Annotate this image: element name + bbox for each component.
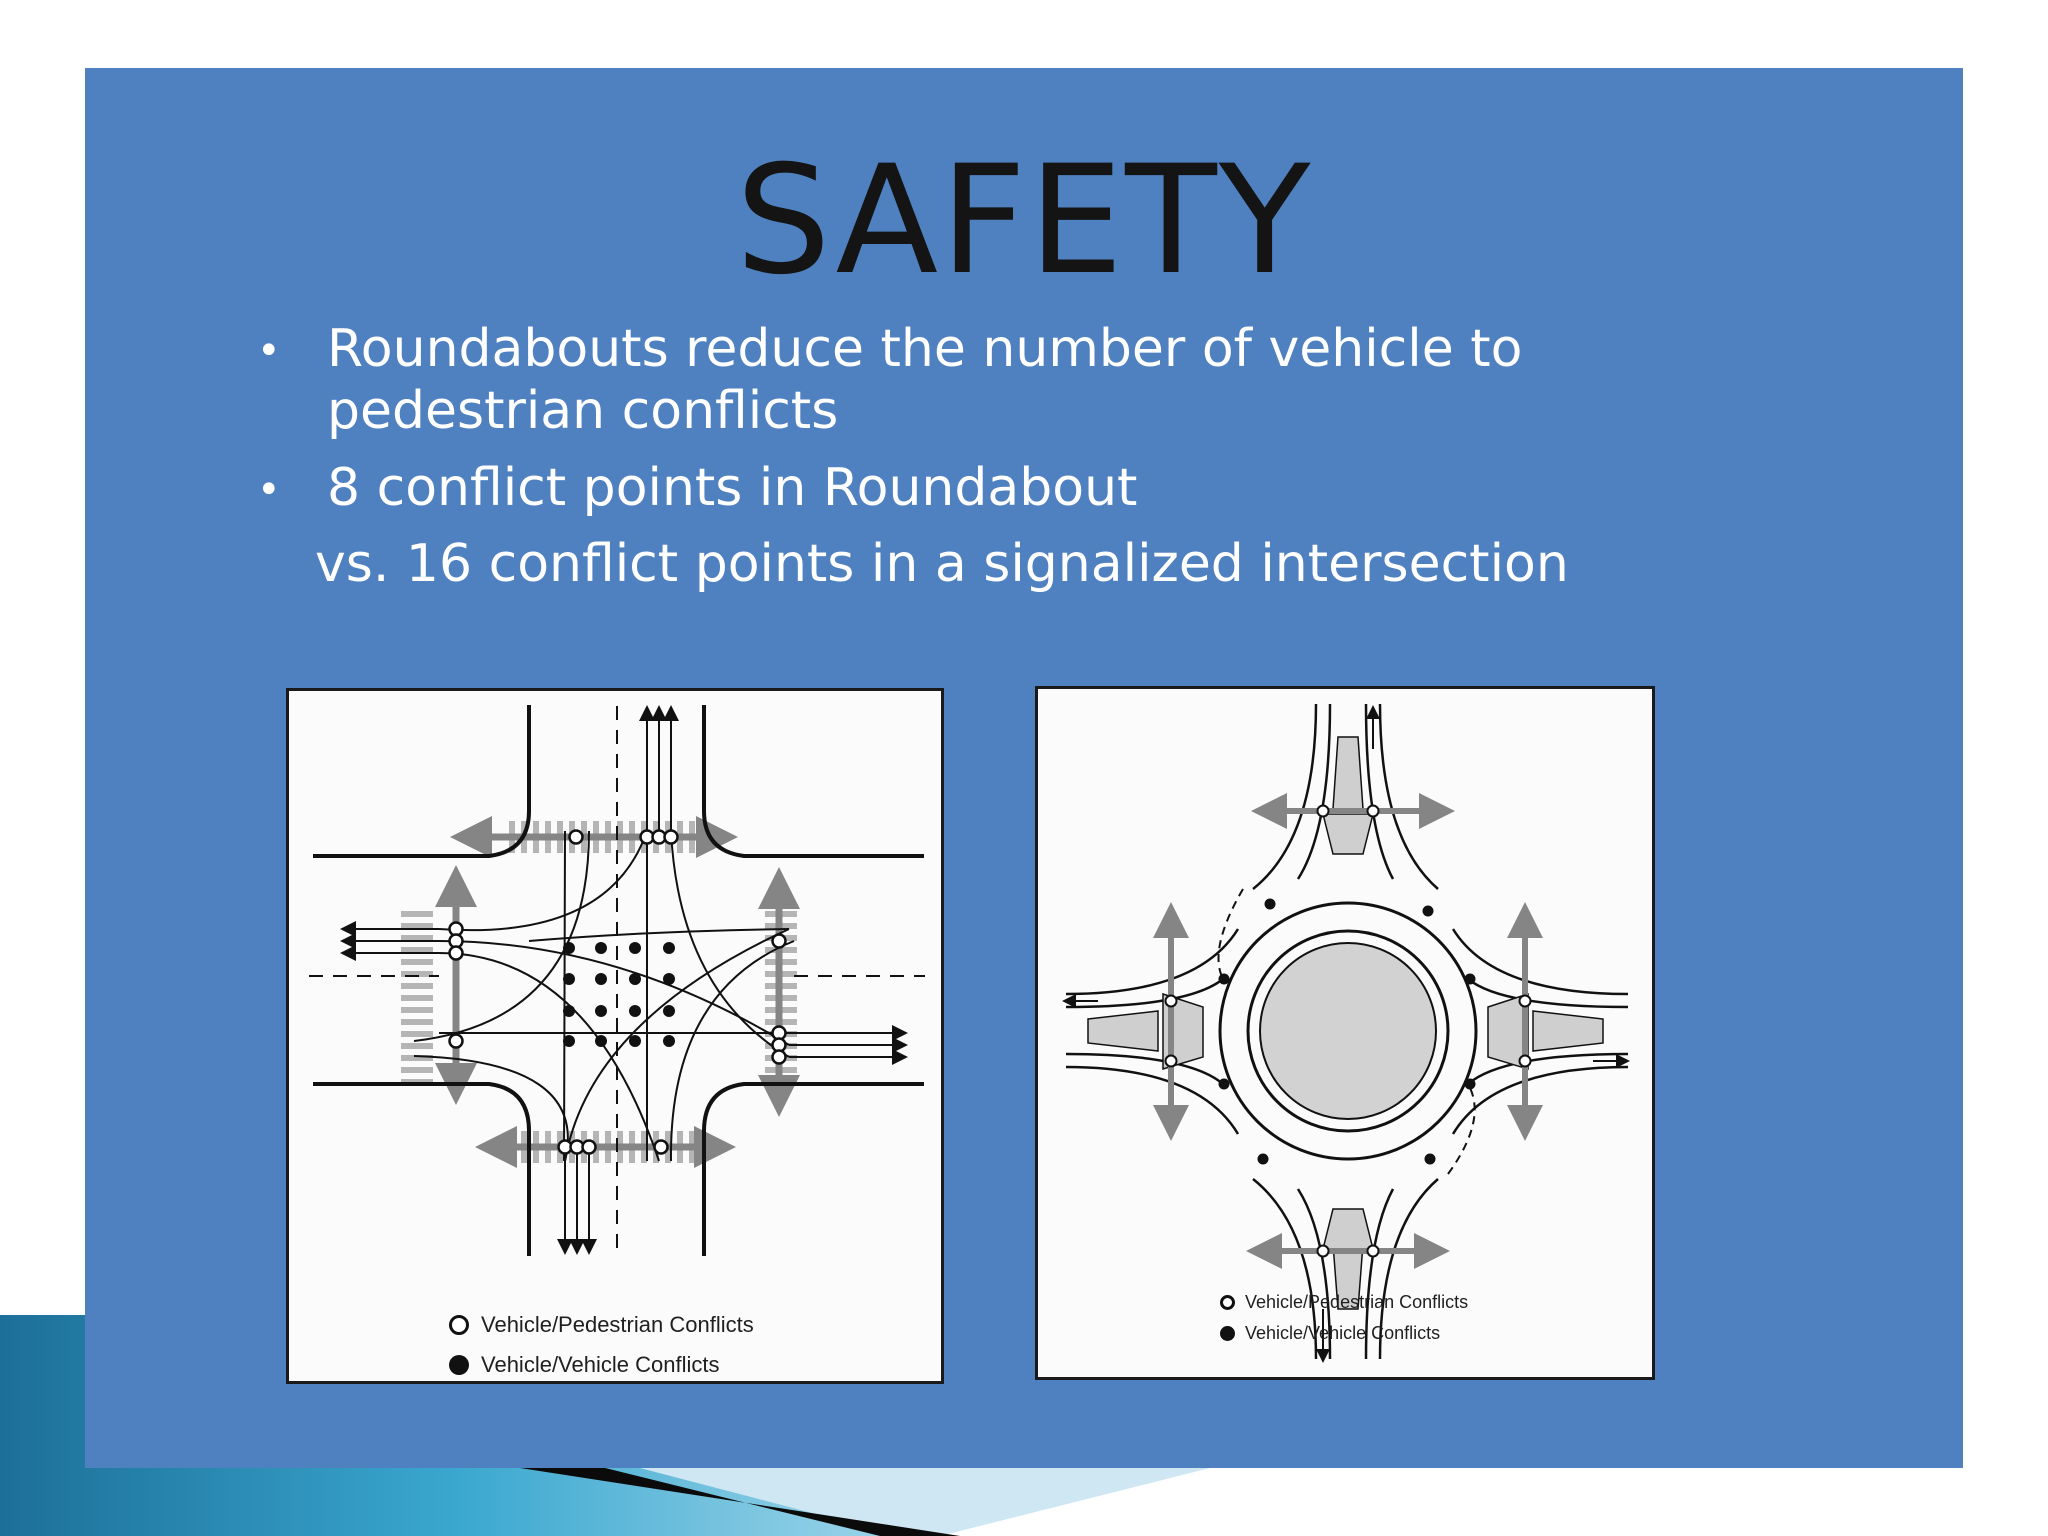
bullet-text: 8 conflict points in Roundabout bbox=[327, 457, 1138, 518]
legend-label: Vehicle/Vehicle Conflicts bbox=[1245, 1323, 1441, 1343]
bullet-item bbox=[255, 318, 1815, 443]
roundabout-diagram bbox=[1035, 686, 1655, 1380]
legend-row-vehicle bbox=[1220, 1318, 1468, 1349]
lane-lines bbox=[309, 706, 925, 1251]
intersection-drawing bbox=[289, 691, 941, 1381]
crosswalk-west bbox=[401, 911, 433, 1085]
legend-label: Vehicle/Vehicle Conflicts bbox=[481, 1352, 720, 1377]
legend-row-pedestrian bbox=[449, 1305, 754, 1345]
crosswalks bbox=[401, 821, 797, 1163]
filled-circle-icon bbox=[449, 1355, 469, 1375]
legend-label: Vehicle/Pedestrian Conflicts bbox=[481, 1312, 754, 1337]
bullet-item bbox=[255, 457, 1815, 519]
bullet-continuation: vs. 16 conflict points in a signalized intersection bbox=[315, 534, 1569, 595]
roundabout-legend bbox=[1220, 1287, 1468, 1349]
filled-circle-icon bbox=[1220, 1326, 1235, 1341]
slide-title: SAFETY bbox=[735, 134, 1313, 308]
slide bbox=[85, 68, 1963, 1468]
intersection-diagram bbox=[286, 688, 944, 1384]
bullet-glyph: • bbox=[257, 328, 281, 374]
bullet-glyph: • bbox=[257, 466, 281, 513]
bullet-list bbox=[255, 318, 1815, 596]
open-circle-icon bbox=[449, 1315, 469, 1335]
roundabout-rings bbox=[1220, 903, 1476, 1159]
open-circle-icon bbox=[1220, 1295, 1235, 1310]
intersection-legend bbox=[449, 1305, 754, 1385]
legend-row-vehicle bbox=[449, 1345, 754, 1385]
curbs bbox=[313, 705, 924, 1256]
bullet-text: Roundabouts reduce the number of vehicle to pedestrian conflicts bbox=[327, 319, 1523, 442]
legend-label: Vehicle/Pedestrian Conflicts bbox=[1245, 1292, 1469, 1312]
legend-row-pedestrian bbox=[1220, 1287, 1468, 1318]
roundabout-drawing bbox=[1038, 689, 1652, 1377]
